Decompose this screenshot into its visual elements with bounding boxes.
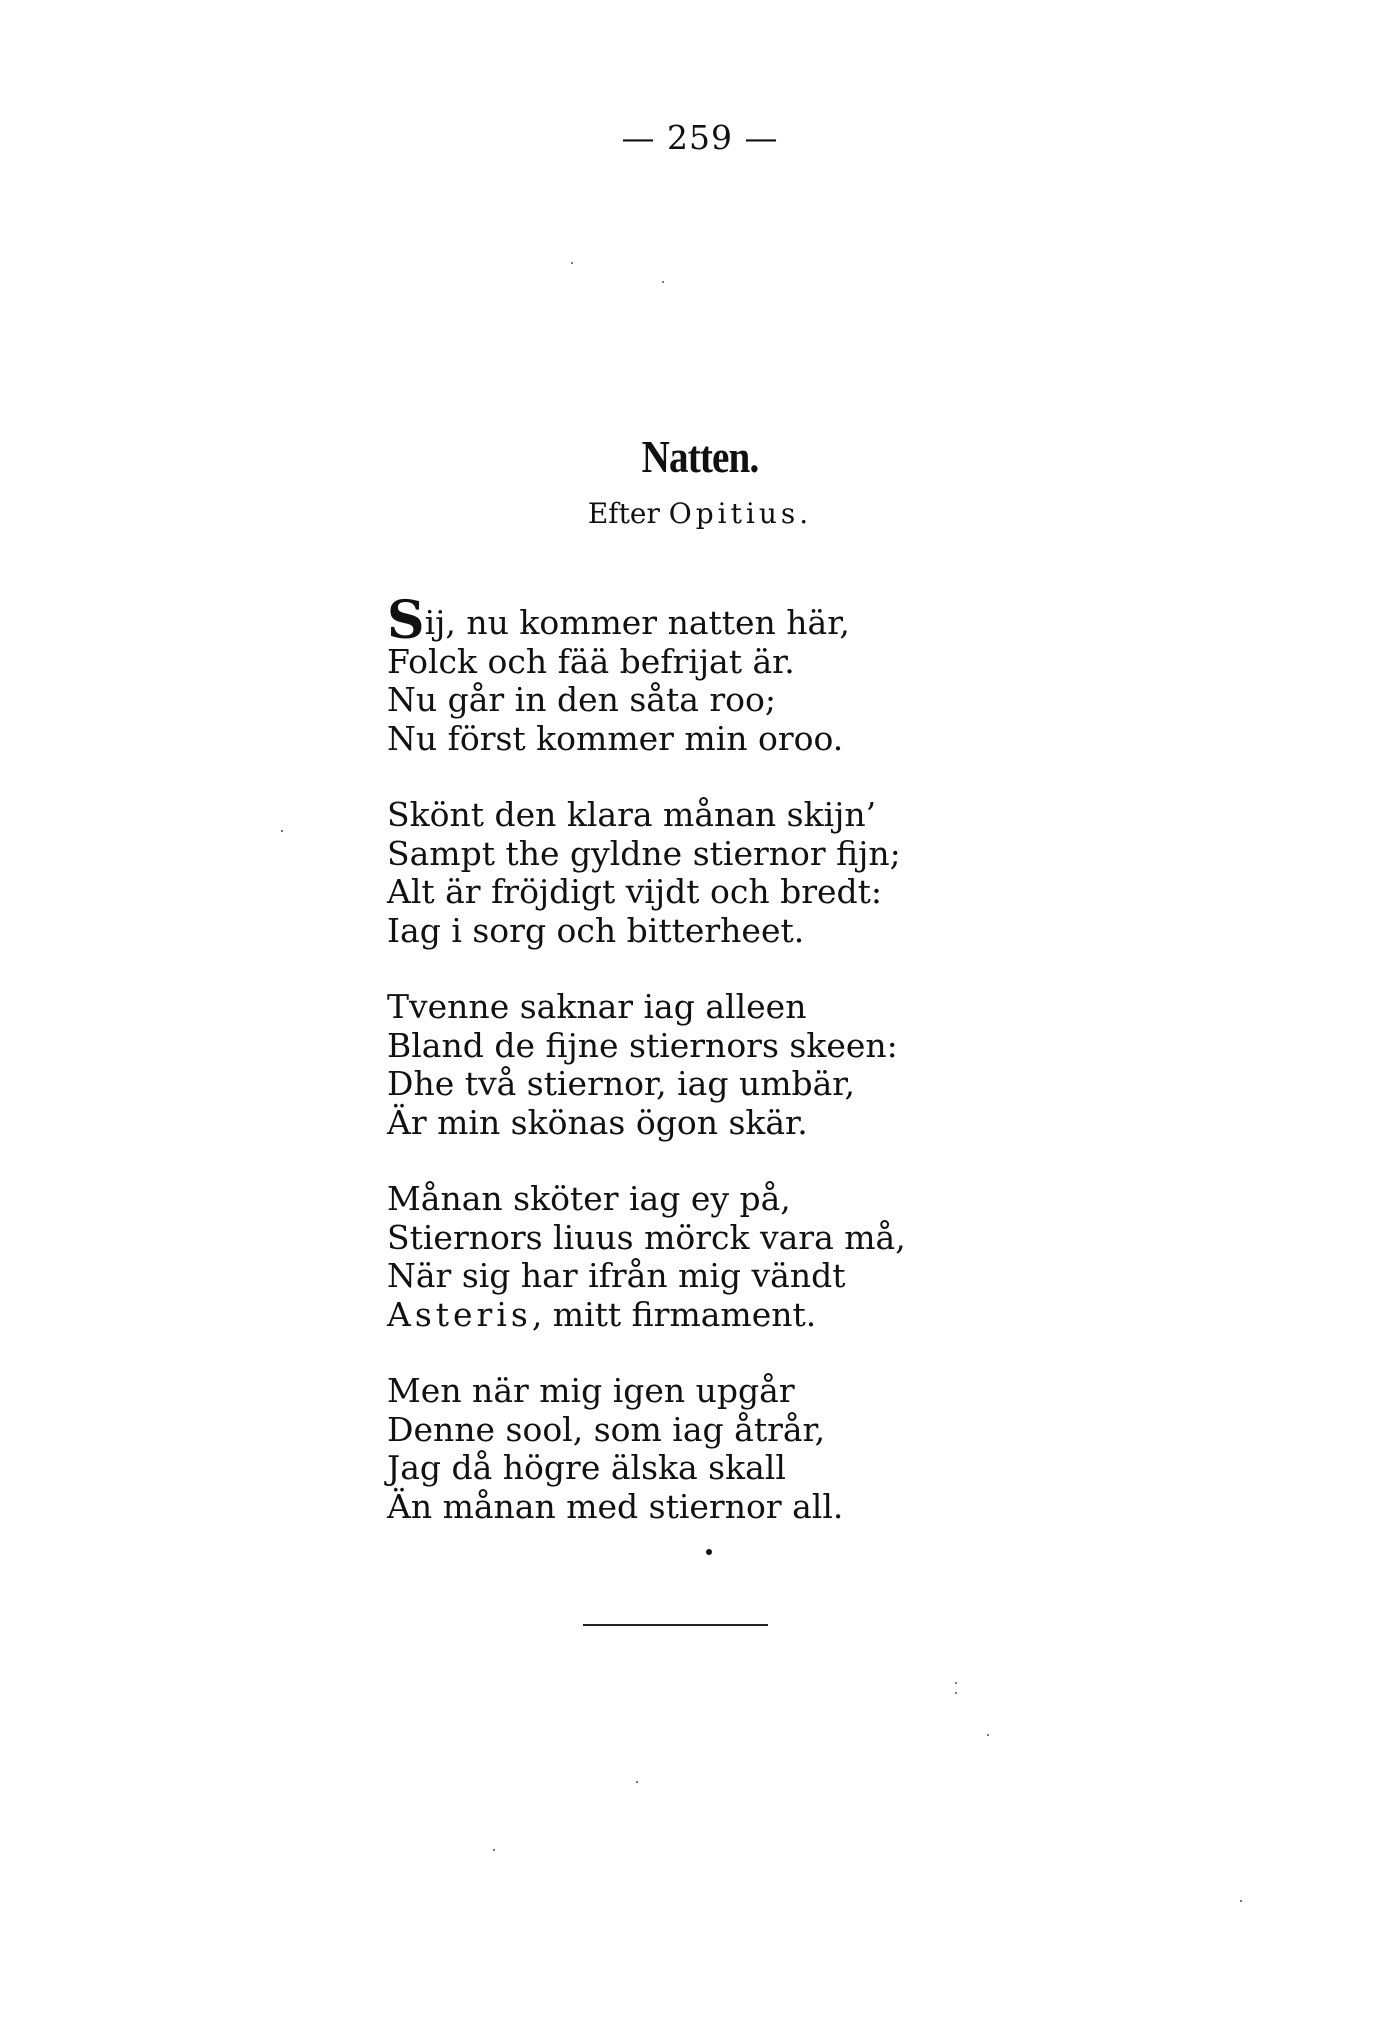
- verse-line: Nu först kommer min oroo.: [387, 718, 844, 758]
- verse-text: , mitt firmament.: [531, 1294, 817, 1334]
- name-asteris: Asteris: [387, 1294, 532, 1334]
- verse-line: [387, 1296, 947, 1335]
- ornament-dot: [706, 1549, 712, 1555]
- verse-line: Stiernors liuus mörck vara må,: [387, 1217, 906, 1257]
- verse-line: Folck och fää befrijat är.: [387, 641, 795, 681]
- stanza-4: [387, 1180, 947, 1334]
- poem-subtitle: [0, 497, 1400, 530]
- verse-line: Men när mig igen upgår: [387, 1371, 795, 1410]
- decorative-initial: S: [387, 590, 425, 651]
- verse-line: Sampt the gyldne stiernor fijn;: [387, 833, 901, 873]
- paper-speck: [662, 281, 664, 283]
- verse-line: [387, 590, 947, 651]
- paper-speck: [493, 1849, 495, 1851]
- verse-line: Bland de fijne stiernors skeen:: [387, 1025, 898, 1065]
- verse-line: Månan sköter iag ey på,: [387, 1179, 791, 1218]
- poem-body: [387, 590, 947, 1564]
- paper-speck: [571, 262, 573, 264]
- stanza-3: [387, 988, 947, 1142]
- paper-speck: [636, 1781, 638, 1783]
- verse-line: Tvenne saknar iag alleen: [387, 987, 807, 1026]
- verse-line: Denne sool, som iag åtrår,: [387, 1409, 826, 1449]
- poem-title: Natten.: [641, 431, 759, 482]
- verse-line: Iag i sorg och bitterheet.: [387, 910, 805, 950]
- verse-text: ij, nu kommer natten här,: [424, 603, 850, 642]
- verse-line: Dhe två stiernor, iag umbär,: [387, 1064, 855, 1103]
- closing-rule: [583, 1624, 768, 1626]
- verse-line: Än månan med stiernor all.: [387, 1486, 844, 1526]
- paper-speck: [955, 1682, 957, 1684]
- verse-line: Jag då högre älska skall: [387, 1448, 786, 1487]
- stanza-5: [387, 1372, 947, 1526]
- verse-line: När sig har ifrån mig vändt: [387, 1256, 846, 1295]
- verse-line: Är min skönas ögon skär.: [387, 1102, 808, 1142]
- stanza-2: [387, 796, 947, 950]
- verse-line: Nu går in den såta roo;: [387, 680, 777, 719]
- paper-speck: [1240, 1900, 1242, 1902]
- verse-line: Alt är fröjdigt vijdt och bredt:: [387, 872, 883, 911]
- subtitle-author: Opitius.: [668, 497, 813, 530]
- subtitle-prefix: Efter: [587, 497, 660, 530]
- page-number: — 259 —: [621, 118, 779, 157]
- paper-speck: [955, 1692, 957, 1694]
- verse-line: Skönt den klara månan skijn’: [387, 795, 877, 834]
- paper-speck: [281, 830, 283, 832]
- stanza-1: [387, 590, 947, 758]
- paper-speck: [987, 1734, 989, 1736]
